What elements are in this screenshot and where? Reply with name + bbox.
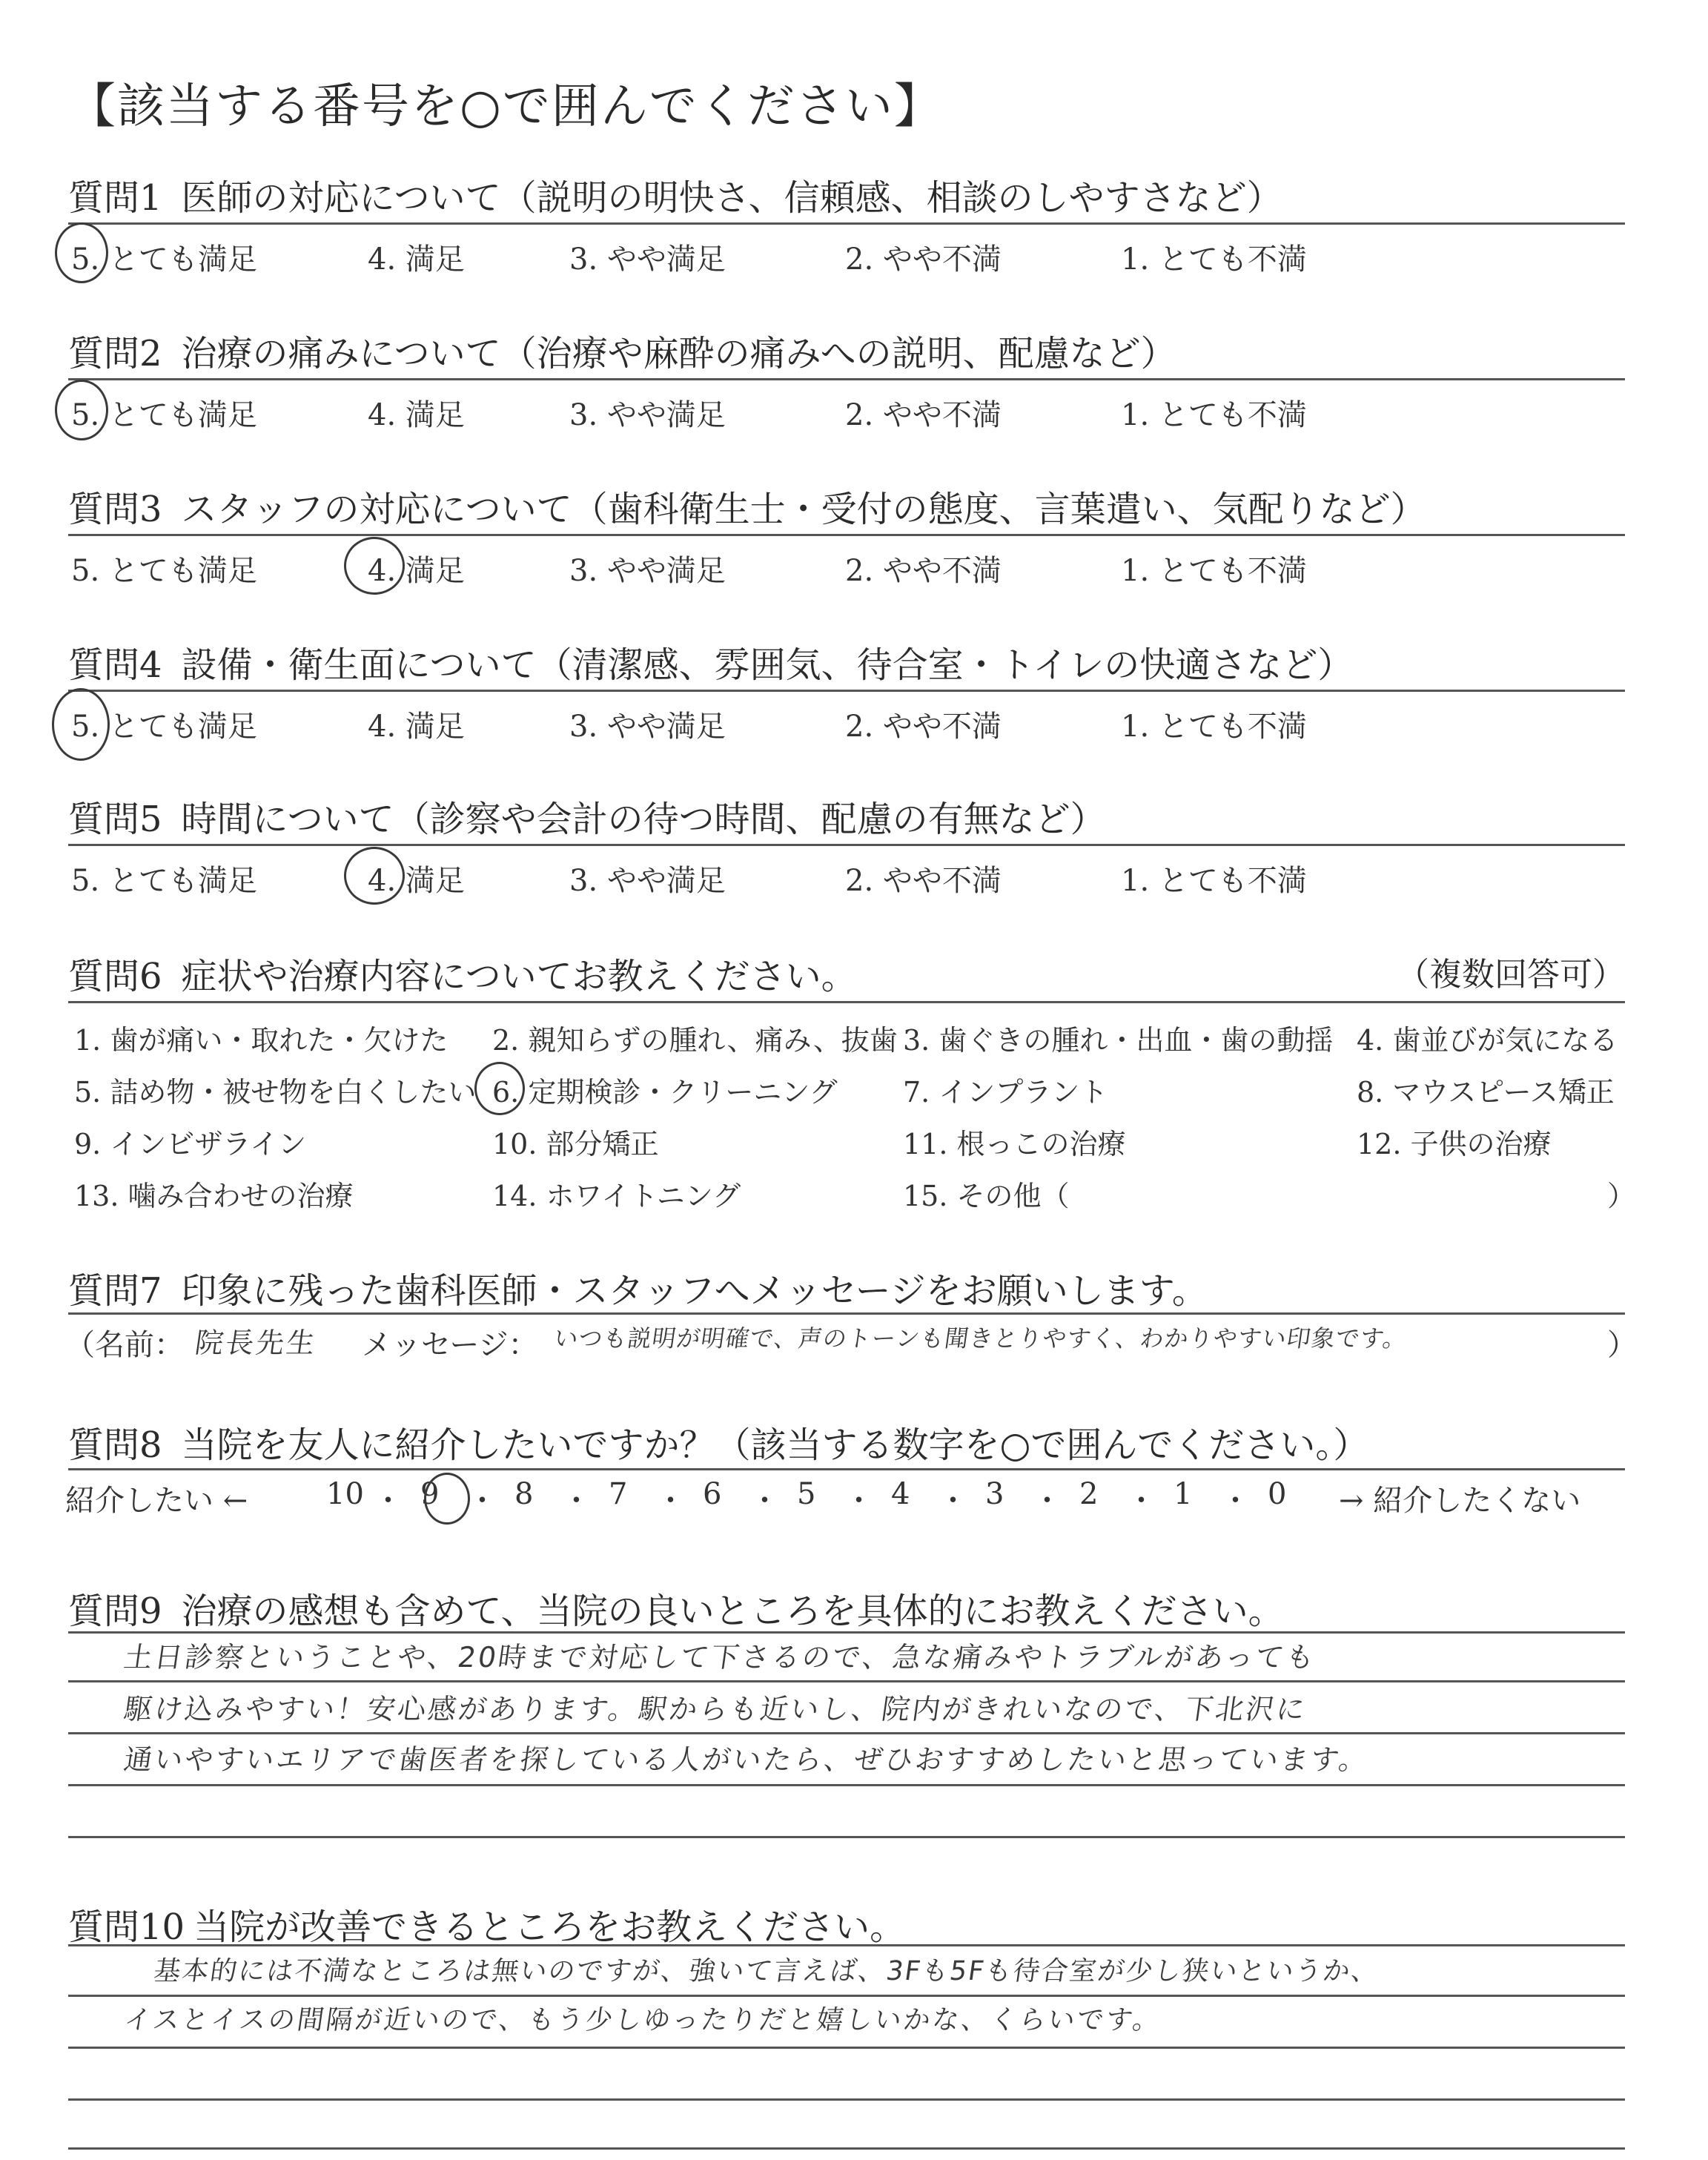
question-number: 質問2 [68, 333, 162, 374]
choice-5[interactable]: 5. とても満足 [71, 864, 257, 898]
divider [68, 844, 1625, 846]
symptom-option-9[interactable]: 9. インビザライン [74, 1128, 307, 1160]
question-text: スタッフの対応について（歯科衛生士・受付の態度、言葉遣い、気配りなど） [181, 489, 1426, 530]
writing-line [68, 1732, 1625, 1734]
question-number: 質問9 [68, 1591, 162, 1632]
selection-circle [55, 222, 108, 283]
message-value[interactable]: いつも説明が明確で、声のトーンも聞きとりやすく、わかりやすい印象です。 [552, 1324, 1409, 1353]
choice-3[interactable]: 3. やや満足 [569, 242, 726, 277]
question-number: 質問1 [68, 177, 162, 219]
writing-line [68, 2047, 1625, 2049]
writing-line [68, 1836, 1625, 1838]
question-text: 設備・衛生面について（清潔感、雰囲気、待合室・トイレの快適さなど） [181, 644, 1354, 686]
selection-circle [344, 847, 405, 905]
scale-separator: ・ [1032, 1484, 1062, 1518]
question-text: 医師の対応について（説明の明快さ、信頼感、相談のしやすさなど） [181, 177, 1282, 219]
choice-4[interactable]: 4. 満足 [368, 864, 465, 898]
question-5-title [68, 790, 1106, 842]
divider [68, 1944, 1625, 1946]
answer-line-1[interactable]: 土日診察ということや、20時まで対応して下さるので、急な痛みやトラブルがあっても [122, 1641, 1319, 1674]
question-number: 質問3 [68, 489, 162, 530]
choice-3[interactable]: 3. やや満足 [569, 864, 726, 898]
scale-separator: ・ [373, 1484, 403, 1518]
writing-line [68, 2098, 1625, 2101]
question-text: 当院が改善できるところをお教えください。 [193, 1906, 906, 1948]
scale-separator: ・ [1220, 1484, 1251, 1518]
choice-5[interactable]: 5. とても満足 [71, 554, 257, 588]
symptom-option-5[interactable]: 5. 詰め物・被せ物を白くしたい [74, 1076, 477, 1109]
symptom-option-13[interactable]: 13. 噛み合わせの治療 [74, 1180, 354, 1212]
scale-value-3[interactable]: 3 [985, 1477, 1004, 1511]
choice-5[interactable]: 5. とても満足 [71, 710, 257, 744]
choice-4[interactable]: 4. 満足 [368, 710, 465, 744]
recommend-right-label: → 紹介したくない [1339, 1484, 1581, 1518]
divider [68, 1001, 1625, 1003]
writing-line [68, 1784, 1625, 1786]
name-label: （名前： [65, 1328, 184, 1362]
scale-value-0[interactable]: 0 [1268, 1477, 1287, 1511]
selection-circle [52, 688, 110, 761]
multiple-answer-note: （複数回答可） [1397, 956, 1625, 994]
scale-separator: ・ [561, 1484, 592, 1518]
question-2-title [68, 325, 1176, 376]
question-7-title [68, 1262, 1208, 1313]
choice-2[interactable]: 2. やや不満 [845, 864, 1002, 898]
choice-3[interactable]: 3. やや満足 [569, 398, 726, 432]
symptom-option-4[interactable]: 4. 歯並びが気になる [1357, 1024, 1618, 1057]
symptom-option-11[interactable]: 11. 根っこの治療 [903, 1128, 1126, 1160]
name-value[interactable]: 院長先生 [193, 1327, 320, 1359]
choice-1[interactable]: 1. とても不満 [1121, 554, 1307, 588]
answer-line-1[interactable]: 基本的には不満なところは無いのですが、強いて言えば、3Fも5Fも待合室が少し狭いというか、 [151, 1956, 1382, 1986]
page-title: 【該当する番号を○で囲んでください】 [68, 79, 943, 134]
scale-value-6[interactable]: 6 [703, 1477, 722, 1511]
answer-line-2[interactable]: イスとイスの間隔が近いので、もう少しゆったりだと嬉しいかな、くらいです。 [122, 2005, 1164, 2035]
choice-4[interactable]: 4. 満足 [368, 242, 465, 277]
symptom-option-2[interactable]: 2. 親知らずの腫れ、痛み、抜歯 [492, 1024, 898, 1057]
choice-2[interactable]: 2. やや不満 [845, 554, 1002, 588]
question-number: 質問6 [68, 956, 162, 997]
scale-value-5[interactable]: 5 [797, 1477, 816, 1511]
scale-separator: ・ [467, 1484, 497, 1518]
scale-value-10[interactable]: 10 [326, 1477, 364, 1511]
recommend-left-label: 紹介したい ← [65, 1484, 248, 1518]
question-8-title [68, 1416, 1368, 1467]
divider [68, 534, 1625, 536]
choice-2[interactable]: 2. やや不満 [845, 398, 1002, 432]
question-text: 当院を友人に紹介したいですか？（該当する数字を○で囲んでください。） [181, 1424, 1369, 1466]
choice-4[interactable]: 4. 満足 [368, 398, 465, 432]
divider [68, 222, 1625, 225]
question-number: 質問5 [68, 799, 162, 840]
selection-circle [55, 380, 108, 440]
symptom-option-7[interactable]: 7. インプラント [903, 1076, 1108, 1109]
divider [68, 1468, 1625, 1470]
divider [68, 378, 1625, 380]
question-number: 質問8 [68, 1424, 162, 1466]
answer-line-3[interactable]: 通いやすいエリアで歯医者を探している人がいたら、ぜひおすすめしたいと思っています。 [122, 1743, 1372, 1776]
symptom-option-14[interactable]: 14. ホワイトニング [492, 1180, 741, 1212]
divider [68, 1312, 1625, 1315]
scale-separator: ・ [1126, 1484, 1156, 1518]
question-6-title [68, 948, 857, 999]
question-text: 症状や治療内容についてお教えください。 [181, 956, 857, 997]
choice-4[interactable]: 4. 満足 [368, 554, 465, 588]
answer-line-2[interactable]: 駆け込みやすい！安心感があります。駅からも近いし、院内がきれいなので、下北沢に [122, 1693, 1309, 1725]
writing-line [68, 2147, 1625, 2150]
scale-value-7[interactable]: 7 [609, 1477, 628, 1511]
symptom-option-1[interactable]: 1. 歯が痛い・取れた・欠けた [74, 1024, 448, 1057]
choice-3[interactable]: 3. やや満足 [569, 554, 726, 588]
symptom-option-6[interactable]: 6. 定期検診・クリーニング [492, 1076, 838, 1109]
choice-2[interactable]: 2. やや不満 [845, 242, 1002, 277]
scale-value-1[interactable]: 1 [1174, 1477, 1193, 1511]
choice-1[interactable]: 1. とても不満 [1121, 398, 1307, 432]
divider [68, 1631, 1625, 1634]
question-text: 治療の痛みについて（治療や麻酔の痛みへの説明、配慮など） [181, 333, 1176, 374]
other-close-paren: ） [1607, 1180, 1636, 1212]
question-1-title [68, 169, 1282, 220]
choice-5[interactable]: 5. とても満足 [71, 398, 257, 432]
question-number: 質問10 [68, 1906, 185, 1948]
question-text: 印象に残った歯科医師・スタッフへメッセージをお願いします。 [181, 1270, 1208, 1312]
question-number: 質問4 [68, 644, 162, 686]
choice-2[interactable]: 2. やや不満 [845, 710, 1002, 744]
writing-line [68, 1680, 1625, 1682]
symptom-option-10[interactable]: 10. 部分矯正 [492, 1128, 659, 1160]
question-number: 質問7 [68, 1270, 162, 1312]
choice-1[interactable]: 1. とても不満 [1121, 864, 1307, 898]
scale-value-4[interactable]: 4 [891, 1477, 910, 1511]
symptom-option-15[interactable]: 15. その他（ [903, 1180, 1070, 1212]
choice-1[interactable]: 1. とても不満 [1121, 710, 1307, 744]
scale-value-8[interactable]: 8 [514, 1477, 534, 1511]
writing-line [68, 1995, 1625, 1997]
question-10-title [68, 1898, 905, 1949]
question-text: 時間について（診察や会計の待つ時間、配慮の有無など） [181, 799, 1106, 840]
question-3-title [68, 480, 1426, 532]
scale-separator: ・ [938, 1484, 968, 1518]
symptom-option-12[interactable]: 12. 子供の治療 [1357, 1128, 1552, 1160]
selection-circle [474, 1062, 525, 1115]
selection-circle [344, 537, 405, 595]
scale-separator: ・ [749, 1484, 780, 1518]
question-9-title [68, 1582, 1284, 1634]
selection-circle [424, 1473, 470, 1525]
scale-value-9[interactable]: 9 [420, 1477, 440, 1511]
scale-separator: ・ [844, 1484, 874, 1518]
choice-3[interactable]: 3. やや満足 [569, 710, 726, 744]
question-text: 治療の感想も含めて、当院の良いところを具体的にお教えください。 [181, 1591, 1284, 1632]
choice-1[interactable]: 1. とても不満 [1121, 242, 1307, 277]
symptom-option-3[interactable]: 3. 歯ぐきの腫れ・出血・歯の動揺 [903, 1024, 1334, 1057]
scale-separator: ・ [655, 1484, 686, 1518]
message-label: メッセージ： [362, 1328, 538, 1362]
question-4-title [68, 636, 1353, 687]
symptom-option-8[interactable]: 8. マウスピース矯正 [1357, 1076, 1615, 1109]
scale-value-2[interactable]: 2 [1079, 1477, 1099, 1511]
divider [68, 690, 1625, 692]
close-paren: ） [1607, 1328, 1637, 1362]
choice-5[interactable]: 5. とても満足 [71, 242, 257, 277]
